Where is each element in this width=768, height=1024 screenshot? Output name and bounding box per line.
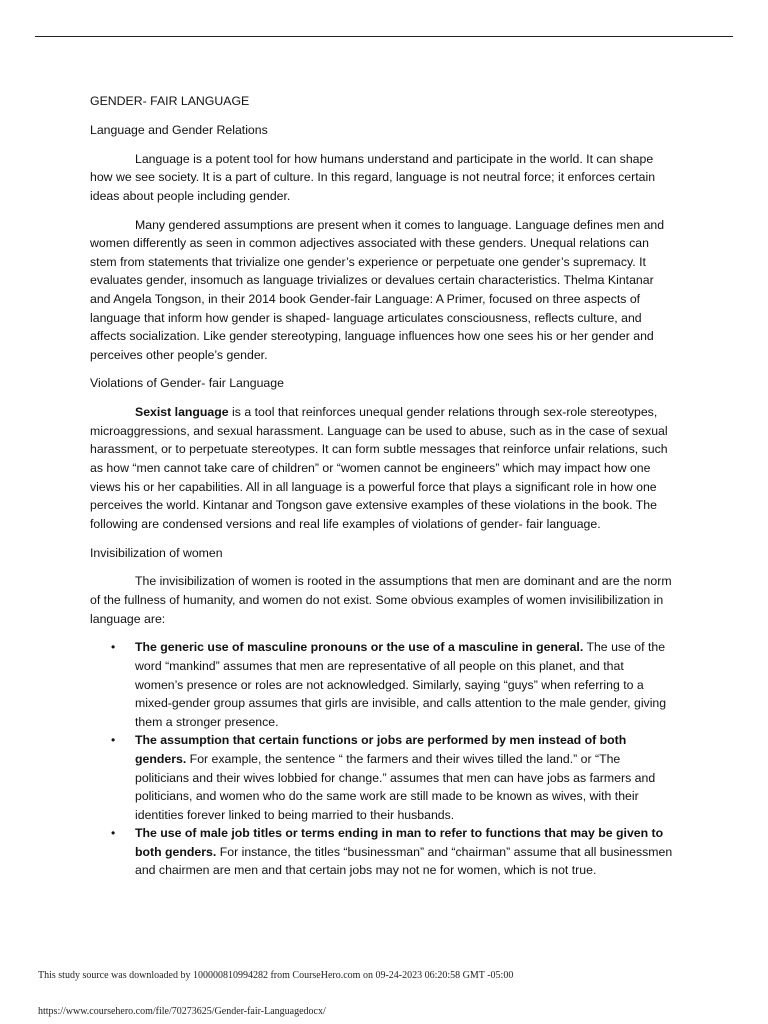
top-divider	[35, 36, 733, 37]
document-title: GENDER- FAIR LANGUAGE	[90, 94, 250, 108]
list-item-bold: The use of male job titles or terms ending in man to refer to functions that may be given to both genders.	[135, 826, 664, 859]
list-item	[90, 638, 675, 731]
list-item-bold: The assumption that certain functions or jobs are performed by men instead of both genders.	[135, 733, 627, 766]
paragraph-invisibilization: The invisibilization of women is rooted in the assumptions that men are dominant and are the norm of the fullness of humanity, and women do not exist. Some obvious examples of women invisilibilization in language are:	[90, 574, 672, 626]
document-body	[90, 92, 675, 880]
sexist-language-term: Sexist language	[135, 405, 229, 420]
paragraph-sexist-language	[90, 403, 675, 533]
bullet-icon: •	[111, 640, 116, 655]
paragraph-gendered-assumptions: Many gendered assumptions are present when it comes to language. Language defines men and women differently as seen in common adjectives associated with these genders. Unequal relations can stem from statements that trivialize one gender’s experience or perpetuate one gender’s supremacy. It evaluates gender, insomuch as language trivializes or devalues certain characteristics. Thelma Kintanar and Angela Tongson, in their 2014 book Gender-fair Language: A Primer, focused on three aspects of language that inform how gender is shaped- language articulates consciousness, reflects culture, and affects socialization. Like gender stereotyping, language influences how one sees his or her gender and perceives other people’s gender.	[90, 217, 665, 362]
section-heading-invisibilization: Invisibilization of women	[90, 545, 223, 560]
paragraph-language-potent-tool: Language is a potent tool for how humans understand and participate in the world. It can shape how we see society. It is a part of culture. In this regard, language is not neutral force; it enforces certain ideas about people including gender.	[90, 151, 656, 203]
list-item-text: For instance, the titles “businessman” and “chairman” assume that all businessmen and chairmen are men and that certain jobs may not ne for women, which is not true.	[135, 844, 673, 878]
list-item-bold: The generic use of masculine pronouns or the use of a masculine in general.	[135, 640, 584, 655]
list-item-text: For example, the sentence “ the farmers and their wives tilled the land.” or “The politicians and their wives lobbied for change.” assumes that men can have jobs as farmers and politicians, and women who do the same work are still made to be known as wives, with their identities forever linked to being married to their husbands.	[135, 751, 656, 822]
source-url[interactable]: https://www.coursehero.com/file/70273625/Gender-fair-Languagedocx/	[38, 1006, 326, 1017]
sexist-language-text: is a tool that reinforces unequal gender relations through sex-role stereotypes, microaggressions, and sexual harassment. Language can be used to abuse, such as in the case of sexual harassment, or to perpetuate stereotypes. It can form subtle messages that reinforce unfair relations, such as how “men cannot take care of children” or “women cannot be engineers” which may impact how one views his or her capabilities. All in all language is a powerful force that plays a significant role in how one perceives the world. Kintanar and Tongson gave extensive examples of these violations in the book. The following are condensed versions and real life examples of violations of gender- fair language.	[90, 405, 668, 531]
list-item-text: The use of the word “mankind” assumes that men are representative of all people on this planet, and that women’s presence or roles are not acknowledged. Similarly, saying “guys” when referring to a mixed-gender group assumes that girls are invisible, and calls attention to the male gender, giving them a stronger presence.	[135, 640, 667, 729]
section-heading-violations: Violations of Gender- fair Language	[90, 376, 284, 391]
violations-list	[90, 638, 675, 880]
list-item	[90, 824, 675, 880]
section-heading-language-gender-relations: Language and Gender Relations	[90, 122, 268, 137]
list-item	[90, 731, 675, 824]
download-note: This study source was downloaded by 100000810994282 from CourseHero.com on 09-24-2023 06:20:58 GMT -05:00	[38, 970, 514, 981]
bullet-icon: •	[111, 733, 116, 748]
bullet-icon: •	[111, 826, 116, 841]
